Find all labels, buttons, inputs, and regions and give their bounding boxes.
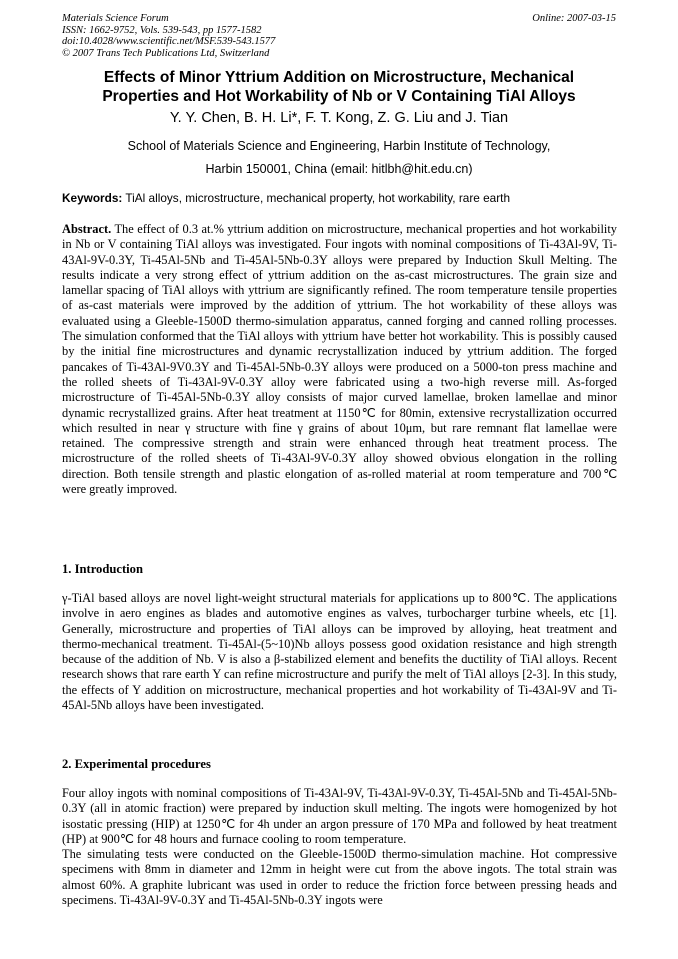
affiliation-line-1: School of Materials Science and Engineering, Harbin Institute of Technology, <box>127 139 551 153</box>
section-paragraph: γ-TiAl based alloys are novel light-weight structural materials for applications up to 800℃. The applications involve in aero engines as blades and automotive engines as valves, turbocharger turbine wheels, etc [1]. Generally, microstructure and properties of TiAl alloys can be improved by alloying, heat treatment and thermo-mechanical treatment. Ti-45Al-(5~10)Nb alloys possess good oxidation resistance and high strength because of the addition of Nb. V is also a β-stabilized element and benefits the ductility of TiAl alloys. Recent research shows that rare earth Y can refine microstructure and purify the melt of TiAl alloys [2-3]. In this study, the effects of Y addition on microstructure, mechanical properties and hot workability of Ti-43Al-9V and Ti-45Al-5Nb alloys have been investigated. <box>62 591 617 713</box>
keywords-label: Keywords: <box>62 191 123 205</box>
keywords-text: TiAl alloys, microstructure, mechanical property, hot workability, rare earth <box>122 191 511 205</box>
online-date: Online: 2007-03-15 <box>532 13 616 24</box>
affiliation <box>40 135 638 181</box>
section-heading: 2. Experimental procedures <box>62 757 211 771</box>
affiliation-line-2: Harbin 150001, China (email: hitlbh@hit.edu.cn) <box>205 162 473 176</box>
section-experimental <box>62 757 617 908</box>
title-line-2: Properties and Hot Workability of Nb or V Containing TiAl Alloys <box>102 88 576 105</box>
doi-line: doi:10.4028/www.scientific.net/MSF.539-543.1577 <box>62 36 276 47</box>
abstract-label: Abstract. <box>62 222 112 236</box>
journal-name: Materials Science Forum <box>62 13 169 24</box>
paper-title <box>40 68 638 106</box>
issn-line: ISSN: 1662-9752, Vols. 539-543, pp 1577-1582 <box>62 24 262 36</box>
author-list: Y. Y. Chen, B. H. Li*, F. T. Kong, Z. G. Liu and J. Tian <box>169 110 509 126</box>
section-paragraph: The simulating tests were conducted on the Gleeble-1500D thermo-simulation machine. Hot compressive specimens with 8mm in diameter and 12mm in height were cut from the above ingots. The total strain was almost 60%. A graphite lubricant was used in order to reduce the friction force between pressing heads and specimens. Ti-43Al-9V-0.3Y and Ti-45Al-5Nb-0.3Y ingots were <box>62 847 617 908</box>
section-paragraph: Four alloy ingots with nominal compositions of Ti-43Al-9V, Ti-43Al-9V-0.3Y, Ti-45Al-5Nb and Ti-45Al-5Nb-0.3Y (all in atomic fraction) were prepared by induction skull melting. The ingots were homogenized by hot isostatic pressing (HIP) at 1250℃ for 4h under an argon pressure of 170 MPa and followed by heat treatment (HP) at 900℃ for 48 hours and furnace cooling to room temperature. <box>62 786 617 846</box>
publication-header <box>62 13 616 59</box>
abstract-text: The effect of 0.3 at.% yttrium addition on microstructure, mechanical properties and hot workability in Nb or V containing TiAl alloys was investigated. Four ingots with nominal compositions of Ti-43Al-9V, Ti-43Al-9V-0.3Y, Ti-45Al-5Nb and Ti-45Al-5Nb-0.3Y alloys were prepared by Induction Skull Melting. The results indicate a very strong effect of yttrium addition on the as-cast microstructures. The grain size and lamellar spacing of TiAl alloys with yttrium are significantly refined. The room temperature tensile properties of as-cast materials were improved by the addition of yttrium. The hot workability of these alloys was evaluated using a Gleeble-1500D thermo-simulation apparatus, canned forging and canned rolling processes. The simulation conformed that the TiAl alloys with yttrium have better hot workability. This is possibly caused by the initial fine microstructures and dynamic recrystallization induced by yttrium addition. The forged pancakes of Ti-43Al-9V0.3Y and Ti-45Al-5Nb-0.3Y alloys were produced on a 5000-ton press machine and the rolled sheets of Ti-43Al-9V-0.3Y alloy were fabricated using a two-high reverse mill. As-forged microstructure of Ti-45Al-5Nb-0.3Y alloy consists of major curved lamellae, broken lamellae and minor dynamic recrystallized grains. After heat treatment at 1150℃ for 80min, extensive recrystallization occurred which resulted in near γ structure with fine γ grains of about 10μm, but rare remnant flat lamellae were retained. The compressive strength and strain were enhanced through heat treatment process. The microstructure of the rolled sheets of Ti-43Al-9V-0.3Y alloy showed obvious elongation in the rolling direction. Both tensile strength and plastic elongation of as-rolled material at room temperature and 700℃ were greatly improved. <box>62 222 617 497</box>
abstract <box>62 222 617 497</box>
section-heading: 1. Introduction <box>62 562 143 576</box>
title-line-1: Effects of Minor Yttrium Addition on Microstructure, Mechanical <box>103 69 575 86</box>
section-introduction <box>62 562 617 713</box>
keywords <box>62 191 617 206</box>
copyright-line: © 2007 Trans Tech Publications Ltd, Switzerland <box>62 47 270 59</box>
